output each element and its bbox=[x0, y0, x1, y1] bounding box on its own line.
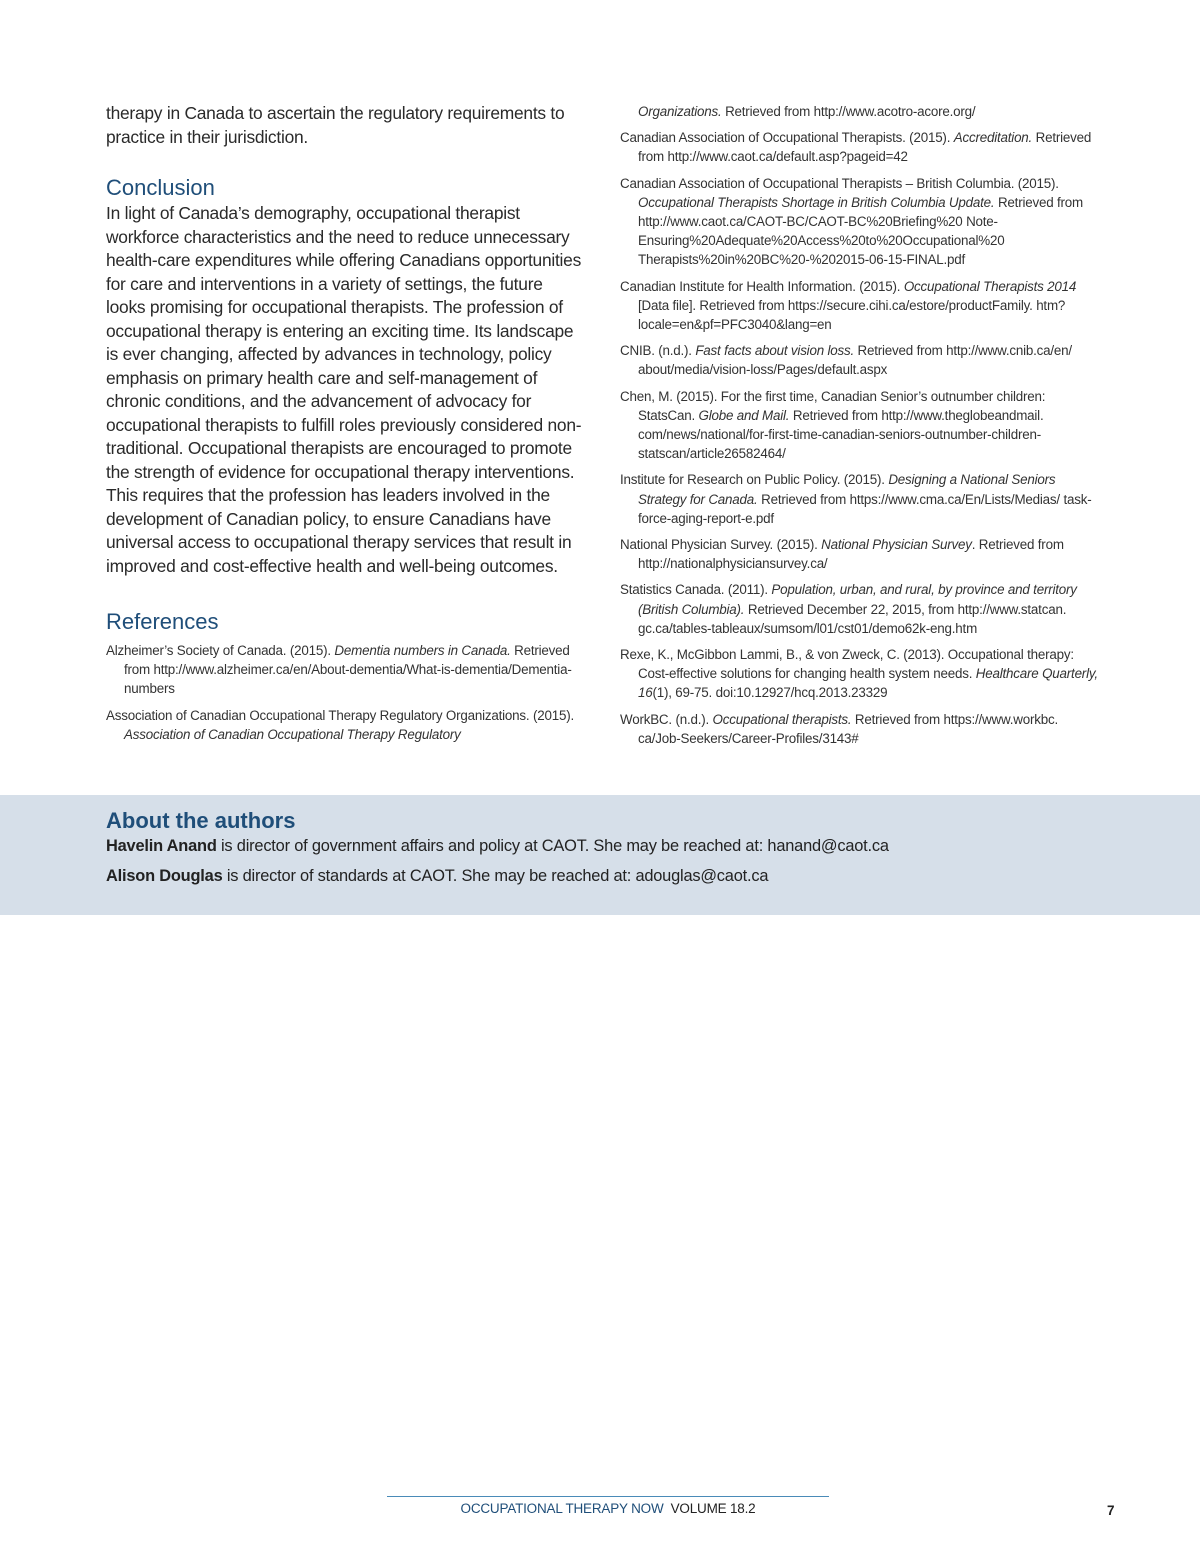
references-heading: References bbox=[106, 609, 219, 634]
reference-entry: Rexe, K., McGibbon Lammi, B., & von Zweck, C. (2013). Occupational therapy: Cost-effective solutions for changing health system needs. Healthcare Quarterly, 16(1), 69-75. doi:10.12927/hcq.2013.23329 bbox=[620, 647, 1098, 701]
reference-entry: Chen, M. (2015). For the first time, Canadian Senior’s outnumber children: StatsCan. Globe and Mail. Retrieved from http://www.theglobeandmail. com/news/national/for-first-time-canadian-seniors-outnumber-children-statscan/article26582464/ bbox=[620, 388, 1046, 462]
publication-name: OCCUPATIONAL THERAPY NOW bbox=[460, 1501, 664, 1516]
footer-rule bbox=[387, 1496, 829, 1497]
reference-entry: Alzheimer’s Society of Canada. (2015). Dementia numbers in Canada. Retrieved from http://www.alzheimer.ca/en/About-dementia/What-is-dementia/Dementia-numbers bbox=[106, 643, 572, 697]
conclusion-heading: Conclusion bbox=[106, 175, 215, 200]
about-authors-heading: About the authors bbox=[106, 808, 296, 833]
reference-entry: Statistics Canada. (2011). Population, urban, and rural, by province and territory (British Columbia). Retrieved December 22, 2015, from http://www.statcan. gc.ca/tables-tableaux/sumsom/l01/cst01/demo62k-eng.htm bbox=[620, 582, 1077, 636]
footer-publication-line bbox=[387, 1501, 829, 1516]
intro-paragraph: therapy in Canada to ascertain the regulatory requirements to practice in their jurisdiction. bbox=[106, 103, 565, 147]
reference-entry: CNIB. (n.d.). Fast facts about vision loss. Retrieved from http://www.cnib.ca/en/ about/media/vision-loss/Pages/default.aspx bbox=[620, 343, 1072, 378]
about-authors-content bbox=[106, 807, 1106, 895]
reference-entry: Association of Canadian Occupational Therapy Regulatory Organizations. (2015). Association of Canadian Occupational Therapy Regulatory bbox=[106, 707, 574, 742]
left-column bbox=[106, 102, 582, 751]
author-bio: Havelin Anand is director of government affairs and policy at CAOT. She may be reached at: hanand@caot.ca bbox=[106, 837, 889, 855]
reference-entry: WorkBC. (n.d.). Occupational therapists. Retrieved from https://www.workbc. ca/Job-Seekers/Career-Profiles/3143# bbox=[620, 711, 1058, 746]
author-name: Alison Douglas bbox=[106, 867, 223, 885]
author-name: Havelin Anand bbox=[106, 837, 217, 855]
reference-entry: Canadian Institute for Health Information. (2015). Occupational Therapists 2014 [Data file]. Retrieved from https://secure.cihi.ca/estore/productFamily. htm?locale=en&pf=PFC3040&lang=en bbox=[620, 278, 1077, 333]
volume-label: VOLUME 18.2 bbox=[670, 1501, 756, 1516]
about-authors-band bbox=[0, 795, 1200, 915]
reference-entry: Institute for Research on Public Policy. (2015). Designing a National Seniors Strategy for Canada. Retrieved from https://www.cma.ca/En/Lists/Medias/ task-force-aging-report-e.pdf bbox=[620, 472, 1092, 526]
conclusion-body: In light of Canada’s demography, occupational therapist workforce characteristics and the need to reduce unnecessary health-care expenditures while offering Canadians opportunities for care and interventions in a variety of settings, the future looks promising for occupational therapists. The profession of occupational therapy is entering an exciting time. Its landscape is ever changing, affected by advances in technology, policy emphasis on primary health care and self-management of chronic conditions, and the advancement of advocacy for occupational therapists to fulfill roles previously considered non-traditional. Occupational therapists are encouraged to promote the strength of evidence for occupational therapy interventions. This requires that the profession has leaders involved in the development of Canadian policy, to ensure Canadians have universal access to occupational therapy services that result in improved and cost-effective health and well-being outcomes. bbox=[106, 203, 582, 576]
reference-entry: Canadian Association of Occupational Therapists – British Columbia. (2015). Occupational Therapists Shortage in British Columbia Update. Retrieved from http://www.caot.ca/CAOT-BC/CAOT-BC%20Briefing%20 Note-Ensuring%20Adequate%20Access%20to%20Occupational%20 Therapists%20in%20BC%20-%202015-06-15-FINAL.pdf bbox=[620, 175, 1083, 268]
page-number: 7 bbox=[1107, 1503, 1115, 1518]
right-column bbox=[620, 102, 1100, 755]
author-bio: Alison Douglas is director of standards at CAOT. She may be reached at: adouglas@caot.ca bbox=[106, 867, 769, 885]
reference-entry: National Physician Survey. (2015). National Physician Survey. Retrieved from http://nationalphysiciansurvey.ca/ bbox=[620, 537, 1064, 572]
reference-entry: Canadian Association of Occupational Therapists. (2015). Accreditation. Retrieved from http://www.caot.ca/default.asp?pageid=42 bbox=[620, 130, 1092, 165]
reference-continuation: Organizations. Retrieved from http://www.acotro-acore.org/ bbox=[638, 104, 976, 119]
